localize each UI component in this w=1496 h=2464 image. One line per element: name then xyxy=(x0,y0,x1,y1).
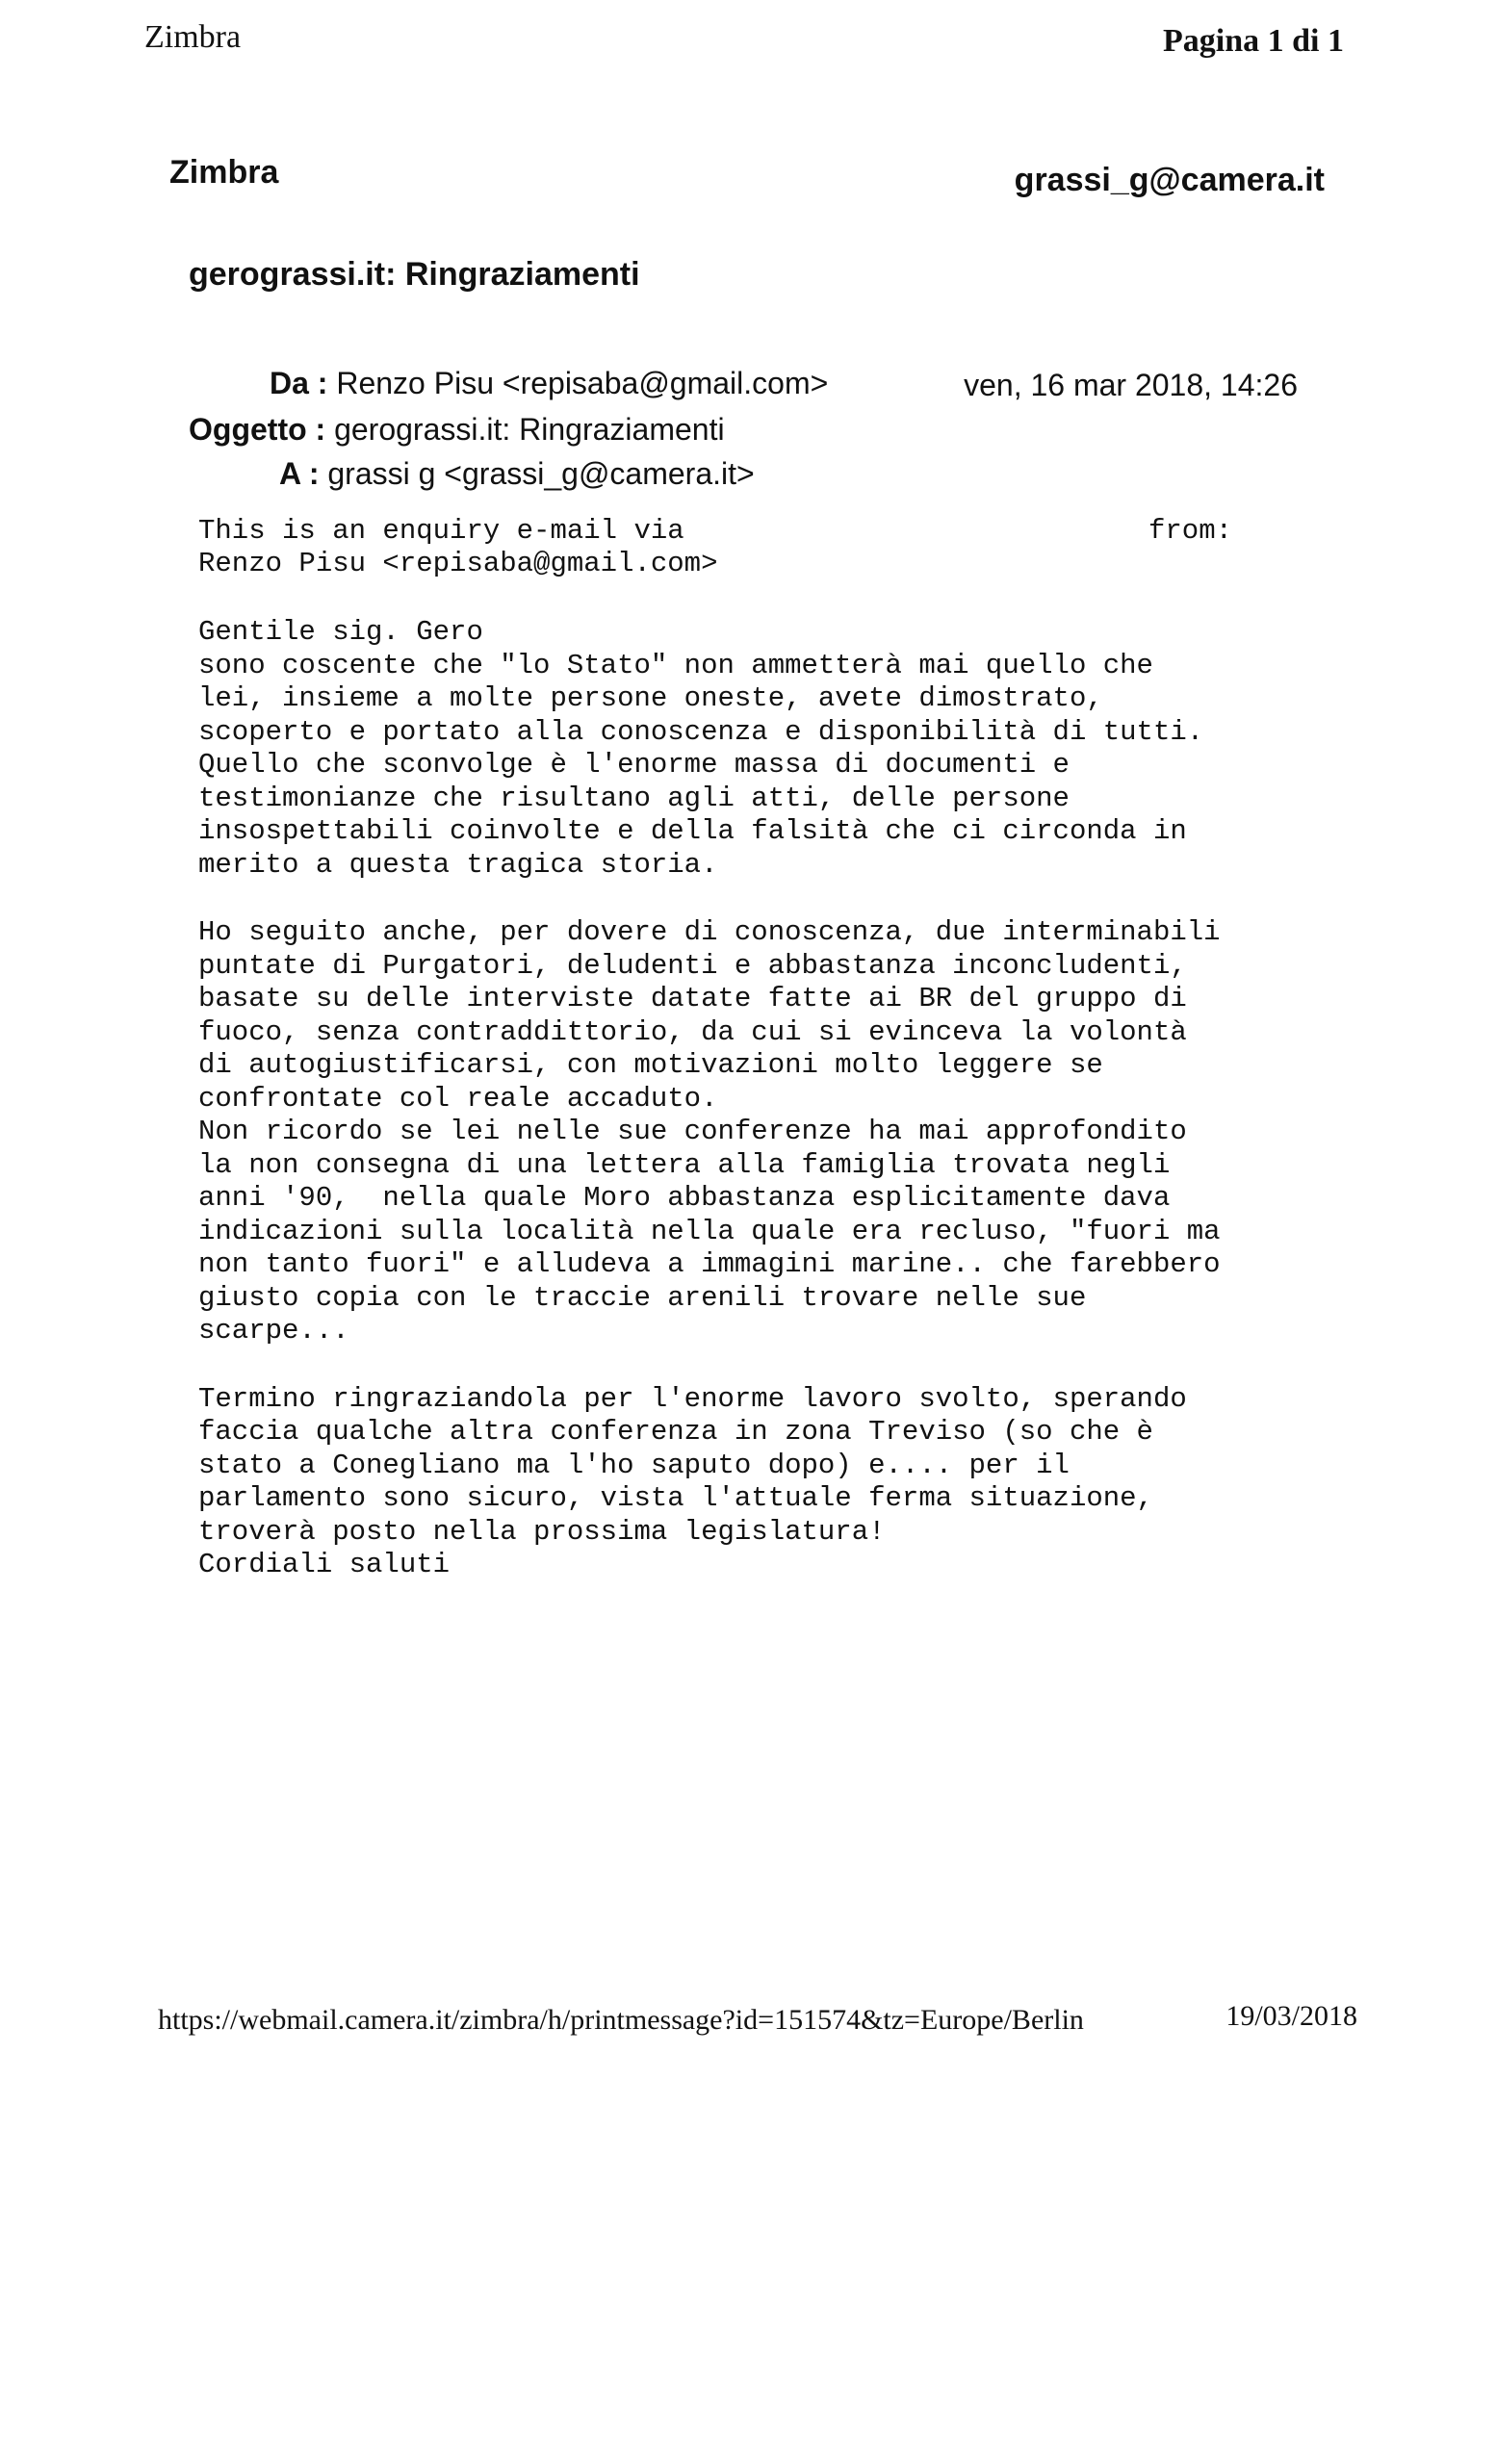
from-row xyxy=(270,366,828,401)
enquiry-line-1: This is an enquiry e-mail via xyxy=(198,515,684,547)
body-line: la non consegna di una lettera alla famiglia trovata negli xyxy=(198,1148,1171,1181)
print-header-title: Zimbra xyxy=(144,19,242,55)
body-line: Ho seguito anche, per dovere di conoscenza, due interminabili xyxy=(198,916,1221,948)
paragraph-3 xyxy=(198,1383,1221,1582)
body-line: scarpe... xyxy=(198,1315,349,1347)
to-value: grassi g <grassi_g@camera.it> xyxy=(327,456,755,491)
body-line: Quello che sconvolge è l'enorme massa di documenti e xyxy=(198,749,1070,781)
subject-label: Oggetto : xyxy=(189,412,326,447)
body-line: non tanto fuori" e alludeva a immagini marine.. che farebbero xyxy=(198,1248,1221,1280)
message-title: gerograssi.it: Ringraziamenti xyxy=(189,256,640,293)
to-label: A : xyxy=(279,456,320,491)
body-line: parlamento sono sicuro, vista l'attuale ferma situazione, xyxy=(198,1482,1153,1514)
body-line: scoperto e portato alla conoscenza e disponibilità di tutti. xyxy=(198,715,1204,748)
body-line: indicazioni sulla località nella quale era recluso, "fuori ma xyxy=(198,1215,1221,1247)
enquiry-line-2: Renzo Pisu <repisaba@gmail.com> xyxy=(198,548,718,579)
paragraph-1 xyxy=(198,616,1221,882)
to-row xyxy=(279,456,755,492)
body-line: Non ricordo se lei nelle sue conferenze ha mai approfondito xyxy=(198,1116,1187,1147)
body-line: lei, insieme a molte persone oneste, avete dimostrato, xyxy=(198,682,1103,714)
paragraph-2 xyxy=(198,916,1221,1348)
body-line: sono coscente che "lo Stato" non ammetterà mai quello che xyxy=(198,649,1153,681)
print-footer-url: https://webmail.camera.it/zimbra/h/printmessage?id=151574&tz=Europe/Berlin xyxy=(158,2004,1084,2036)
body-line: puntate di Purgatori, deludenti e abbastanza inconcludenti, xyxy=(198,949,1187,982)
account-email: grassi_g@camera.it xyxy=(1014,162,1325,198)
body-line: testimonianze che risultano agli atti, delle persone xyxy=(198,782,1070,814)
body-line: giusto copia con le traccie arenili trovare nelle sue xyxy=(198,1281,1087,1314)
body-line: fuoco, senza contraddittorio, da cui si evinceva la volontà xyxy=(198,1015,1187,1048)
body-line: basate su delle interviste datate fatte ai BR del gruppo di xyxy=(198,983,1187,1014)
subject-value: gerograssi.it: Ringraziamenti xyxy=(334,412,725,447)
body-line: Gentile sig. Gero xyxy=(198,616,483,648)
body-line: troverà posto nella prossima legislatura! xyxy=(198,1515,886,1548)
print-footer-date: 19/03/2018 xyxy=(1225,2000,1357,2032)
body-line: stato a Conegliano ma l'ho saputo dopo) e.... per il xyxy=(198,1449,1070,1481)
from-value: Renzo Pisu <repisaba@gmail.com> xyxy=(336,366,829,400)
body-line: anni '90, nella quale Moro abbastanza esplicitamente dava xyxy=(198,1182,1171,1214)
body-line: Termino ringraziandola per l'enorme lavoro svolto, sperando xyxy=(198,1382,1187,1415)
message-body xyxy=(198,616,1221,1582)
from-label: Da : xyxy=(270,366,328,400)
message-date: ven, 16 mar 2018, 14:26 xyxy=(964,368,1298,402)
body-line: di autogiustificarsi, con motivazioni molto leggere se xyxy=(198,1049,1103,1081)
enquiry-from-label: from: xyxy=(1148,515,1232,547)
body-line: insospettabili coinvolte e della falsità che ci circonda in xyxy=(198,815,1187,847)
print-header-page-number: Pagina 1 di 1 xyxy=(1163,23,1344,59)
body-line: confrontate col reale accaduto. xyxy=(198,1082,718,1115)
subject-row xyxy=(189,412,725,448)
body-line: Cordiali saluti xyxy=(198,1549,451,1580)
body-line: merito a questa tragica storia. xyxy=(198,848,718,881)
app-name: Zimbra xyxy=(169,154,279,191)
body-line: faccia qualche altra conferenza in zona Treviso (so che è xyxy=(198,1416,1153,1448)
